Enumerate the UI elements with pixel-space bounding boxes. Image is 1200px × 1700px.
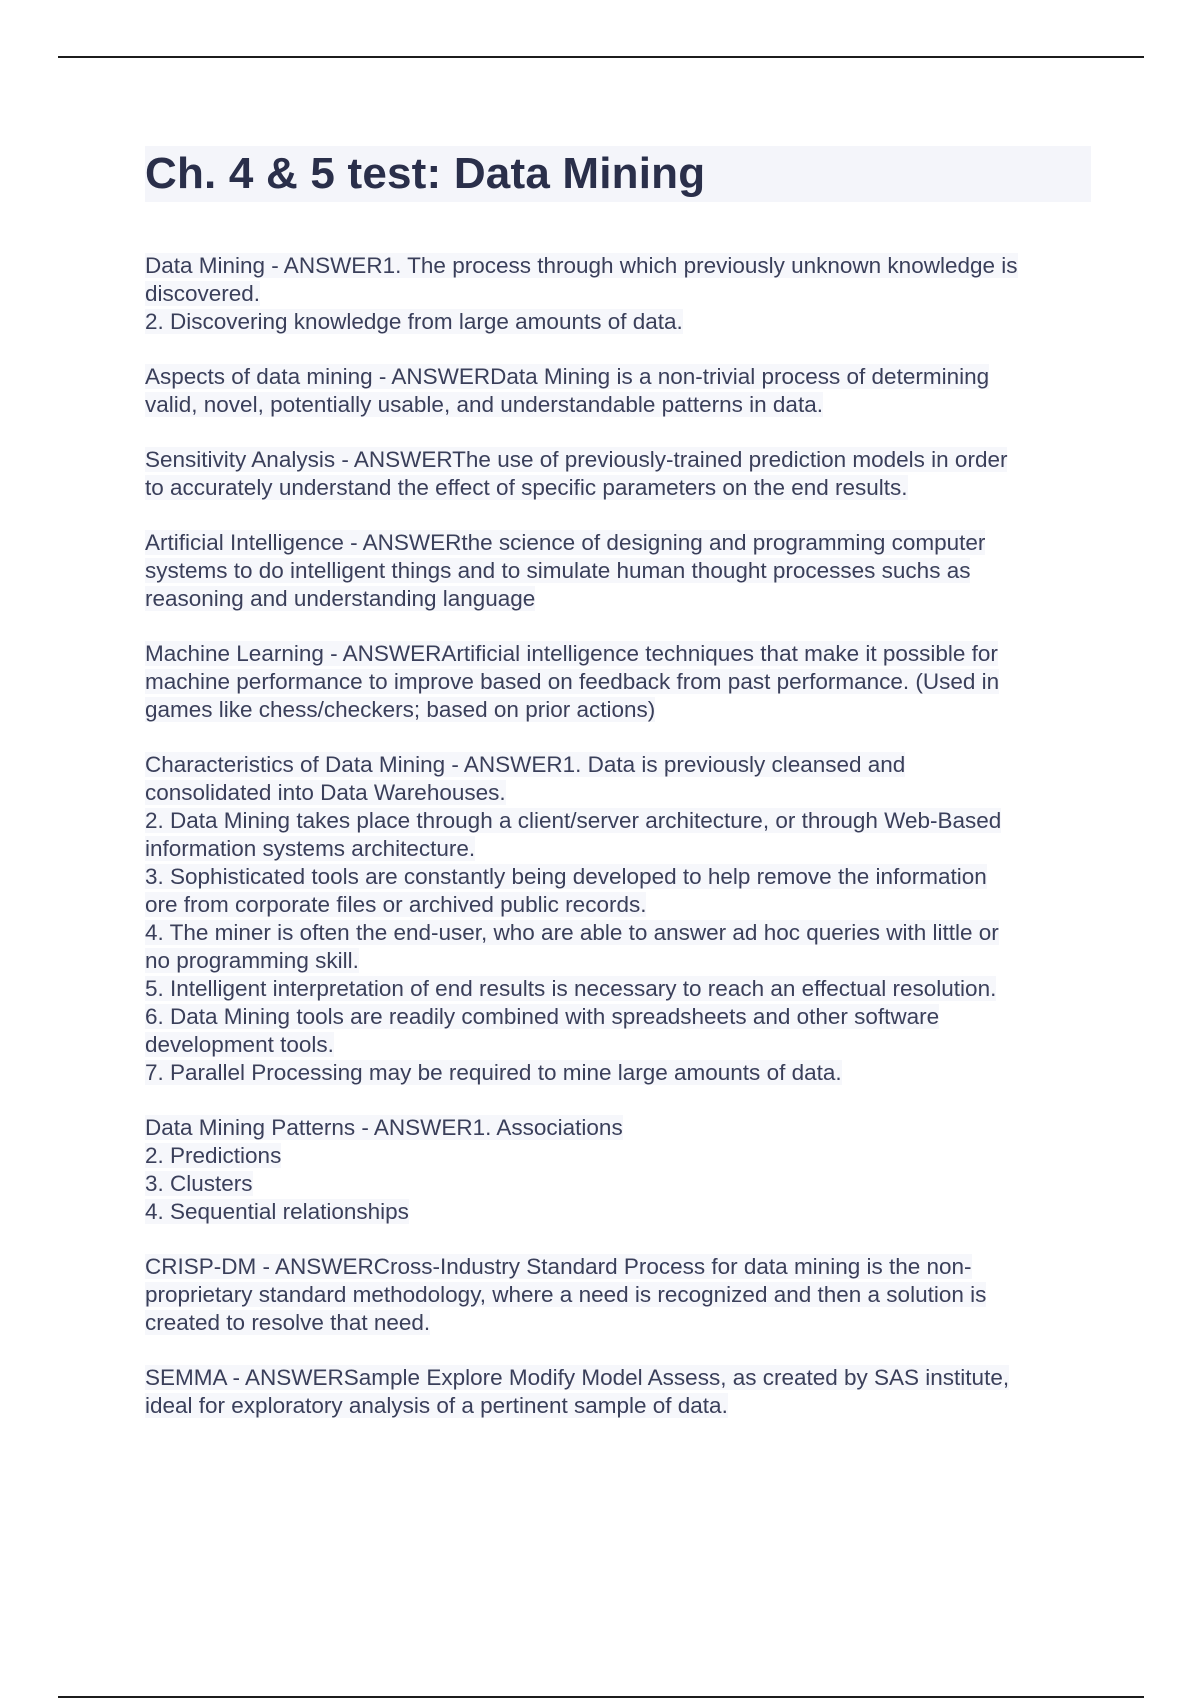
entry-list [145, 252, 1091, 1420]
entry-line: consolidated into Data Warehouses. [145, 780, 506, 805]
entry-machine-learning [145, 640, 1091, 724]
entry-line: Aspects of data mining - ANSWERData Mining is a non-trivial process of determining [145, 364, 990, 389]
entry-line: games like chess/checkers; based on prior actions) [145, 697, 656, 722]
entry-line: 2. Data Mining takes place through a client/server architecture, or through Web-Based [145, 808, 1002, 833]
entry-line: reasoning and understanding language [145, 586, 536, 611]
page-title: Ch. 4 & 5 test: Data Mining [145, 149, 706, 198]
entry-line: proprietary standard methodology, where a need is recognized and then a solution is [145, 1282, 987, 1307]
entry-line: 3. Clusters [145, 1171, 253, 1196]
entry-line: systems to do intelligent things and to simulate human thought processes suchs as [145, 558, 971, 583]
entry-line: Data Mining - ANSWER1. The process through which previously unknown knowledge is [145, 253, 1018, 278]
entry-line: no programming skill. [145, 948, 359, 973]
entry-line: created to resolve that need. [145, 1310, 431, 1335]
entry-line: development tools. [145, 1032, 334, 1057]
entry-line: valid, novel, potentially usable, and understandable patterns in data. [145, 392, 823, 417]
entry-line: Sensitivity Analysis - ANSWERThe use of previously-trained prediction models in order [145, 447, 1008, 472]
entry-line: 4. Sequential relationships [145, 1199, 409, 1224]
entry-aspects-of-data-mining [145, 363, 1091, 419]
entry-data-mining [145, 252, 1091, 336]
entry-data-mining-patterns [145, 1114, 1091, 1226]
entry-line: machine performance to improve based on feedback from past performance. (Used in [145, 669, 1000, 694]
entry-line: Characteristics of Data Mining - ANSWER1. Data is previously cleansed and [145, 752, 906, 777]
top-rule [58, 56, 1144, 58]
entry-line: Data Mining Patterns - ANSWER1. Associations [145, 1115, 623, 1140]
entry-line: 7. Parallel Processing may be required to mine large amounts of data. [145, 1060, 842, 1085]
bottom-rule [58, 1696, 1144, 1698]
entry-artificial-intelligence [145, 529, 1091, 613]
entry-semma [145, 1364, 1091, 1420]
entry-line: Machine Learning - ANSWERArtificial intelligence techniques that make it possible for [145, 641, 998, 666]
entry-line: 5. Intelligent interpretation of end results is necessary to reach an effectual resolution. [145, 976, 997, 1001]
title-band [145, 146, 1091, 202]
entry-characteristics-of-data-mining [145, 751, 1091, 1087]
entry-line: 2. Predictions [145, 1143, 282, 1168]
document-body [145, 146, 1091, 1447]
entry-line: SEMMA - ANSWERSample Explore Modify Model Assess, as created by SAS institute, [145, 1365, 1010, 1390]
entry-line: 4. The miner is often the end-user, who are able to answer ad hoc queries with little or [145, 920, 999, 945]
entry-line: to accurately understand the effect of specific parameters on the end results. [145, 475, 908, 500]
entry-line: information systems architecture. [145, 836, 476, 861]
entry-line: Artificial Intelligence - ANSWERthe science of designing and programming computer [145, 530, 986, 555]
entry-line: 3. Sophisticated tools are constantly being developed to help remove the information [145, 864, 987, 889]
entry-crisp-dm [145, 1253, 1091, 1337]
entry-line: ideal for exploratory analysis of a pertinent sample of data. [145, 1393, 728, 1418]
entry-line: CRISP-DM - ANSWERCross-Industry Standard Process for data mining is the non- [145, 1254, 972, 1279]
entry-line: 6. Data Mining tools are readily combined with spreadsheets and other software [145, 1004, 940, 1029]
entry-line: discovered. [145, 281, 261, 306]
entry-sensitivity-analysis [145, 446, 1091, 502]
entry-line: 2. Discovering knowledge from large amounts of data. [145, 309, 683, 334]
entry-line: ore from corporate files or archived public records. [145, 892, 647, 917]
